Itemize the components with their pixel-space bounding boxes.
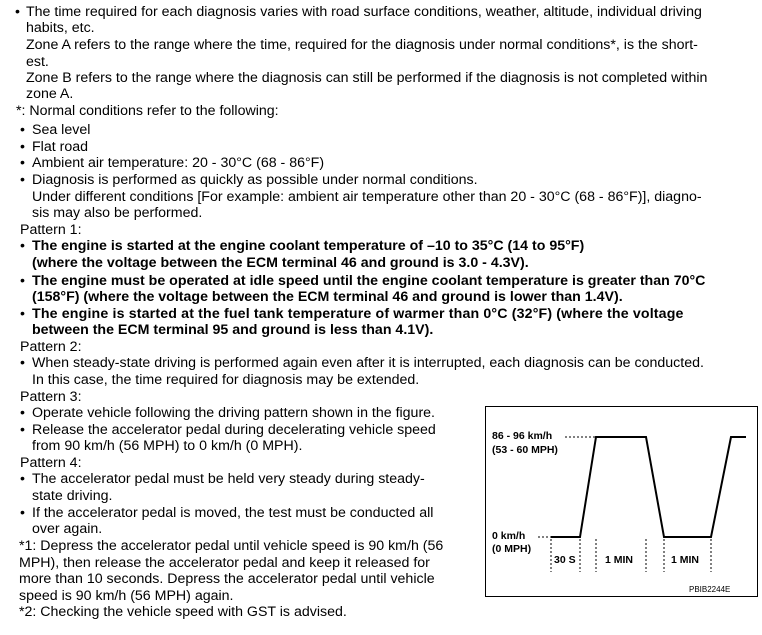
driving-pattern-figure — [485, 406, 758, 597]
segment-30s-label: 30 S — [554, 554, 576, 566]
bullet: • — [20, 172, 25, 188]
condition-item: sis may also be performed. — [32, 205, 203, 221]
pattern-4-item: If the accelerator pedal is moved, the test must be conducted all — [32, 505, 434, 521]
pattern-1-item: (158°F) (where the voltage between the ECM terminal 46 and ground is lower than 1.4V). — [32, 289, 623, 305]
pattern-3-item: Operate vehicle following the driving pattern shown in the figure. — [32, 405, 435, 421]
bullet: • — [15, 4, 20, 20]
intro-line: zone A. — [26, 86, 74, 102]
pattern-4-heading: Pattern 4: — [20, 455, 82, 471]
condition-item: Flat road — [32, 139, 88, 155]
pattern-1-item: (where the voltage between the ECM terminal 46 and ground is 3.0 - 4.3V). — [32, 255, 529, 271]
figure-code: PBIB2244E — [689, 585, 731, 594]
condition-item: Ambient air temperature: 20 - 30°C (68 - 86°F) — [32, 155, 325, 171]
pattern-1-heading: Pattern 1: — [20, 222, 82, 238]
bullet: • — [20, 273, 25, 289]
pattern-2-item: When steady-state driving is performed again even after it is interrupted, each diagnosis can be conducted. — [32, 355, 704, 371]
pattern-3-heading: Pattern 3: — [20, 389, 82, 405]
segment-1min-label: 1 MIN — [671, 554, 700, 566]
zero-speed-label: 0 km/h — [492, 530, 526, 542]
zero-speed-label-mph: (0 MPH) — [492, 543, 532, 555]
pattern-3-item: from 90 km/h (56 MPH) to 0 km/h (0 MPH). — [32, 438, 303, 454]
note-1: more than 10 seconds. Depress the accelerator pedal until vehicle — [19, 571, 435, 587]
bullet: • — [20, 422, 25, 438]
bullet: • — [20, 471, 25, 487]
bullet: • — [20, 505, 25, 521]
high-speed-label-mph: (53 - 60 MPH) — [492, 444, 558, 456]
intro-line: est. — [26, 54, 49, 70]
note-1: speed is 90 km/h (56 MPH) again. — [19, 588, 234, 604]
segment-1min-label: 1 MIN — [605, 554, 634, 566]
note-1: MPH), then release the accelerator pedal and keep it released for — [19, 555, 430, 571]
condition-item: Sea level — [32, 122, 91, 138]
bullet: • — [20, 405, 25, 421]
bullet: • — [20, 355, 25, 371]
pattern-4-item: over again. — [32, 521, 103, 537]
pattern-1-item: The engine must be operated at idle speed until the engine coolant temperature is greater than 70°C — [32, 273, 706, 289]
bullet: • — [20, 306, 25, 322]
pattern-3-item: Release the accelerator pedal during decelerating vehicle speed — [32, 422, 436, 438]
intro-line: habits, etc. — [26, 20, 95, 36]
bullet: • — [20, 238, 25, 254]
pattern-1-item: The engine is started at the engine coolant temperature of –10 to 35°C (14 to 95°F) — [32, 238, 585, 254]
pattern-2-heading: Pattern 2: — [20, 339, 82, 355]
note-1: *1: Depress the accelerator pedal until vehicle speed is 90 km/h (56 — [19, 538, 444, 554]
condition-item: Diagnosis is performed as quickly as possible under normal conditions. — [32, 172, 478, 188]
pattern-4-item: state driving. — [32, 488, 113, 504]
normal-conditions-heading: *: Normal conditions refer to the following: — [16, 103, 279, 119]
note-2: *2: Checking the vehicle speed with GST is advised. — [19, 604, 347, 620]
bullet: • — [20, 139, 25, 155]
pattern-4-item: The accelerator pedal must be held very steady during steady- — [32, 471, 425, 487]
bullet: • — [20, 122, 25, 138]
pattern-2-item: In this case, the time required for diagnosis may be extended. — [32, 372, 420, 388]
speed-trace — [551, 437, 746, 537]
intro-line: Zone A refers to the range where the time, required for the diagnosis under normal conditions*, is the short- — [26, 37, 698, 53]
pattern-1-item: The engine is started at the fuel tank temperature of warmer than 0°C (32°F) (where the voltage — [32, 306, 684, 322]
pattern-1-item: between the ECM terminal 95 and ground is less than 4.1V). — [32, 322, 434, 338]
condition-item: Under different conditions [For example: ambient air temperature other than 20 - 30°C (68 - 86°F)], diagno- — [32, 189, 702, 205]
intro-line: Zone B refers to the range where the diagnosis can still be performed if the diagnosis is not completed within — [26, 70, 708, 86]
intro-line: The time required for each diagnosis varies with road surface conditions, weather, altitude, individual driving — [26, 4, 702, 20]
high-speed-label: 86 - 96 km/h — [492, 430, 553, 442]
bullet: • — [20, 155, 25, 171]
